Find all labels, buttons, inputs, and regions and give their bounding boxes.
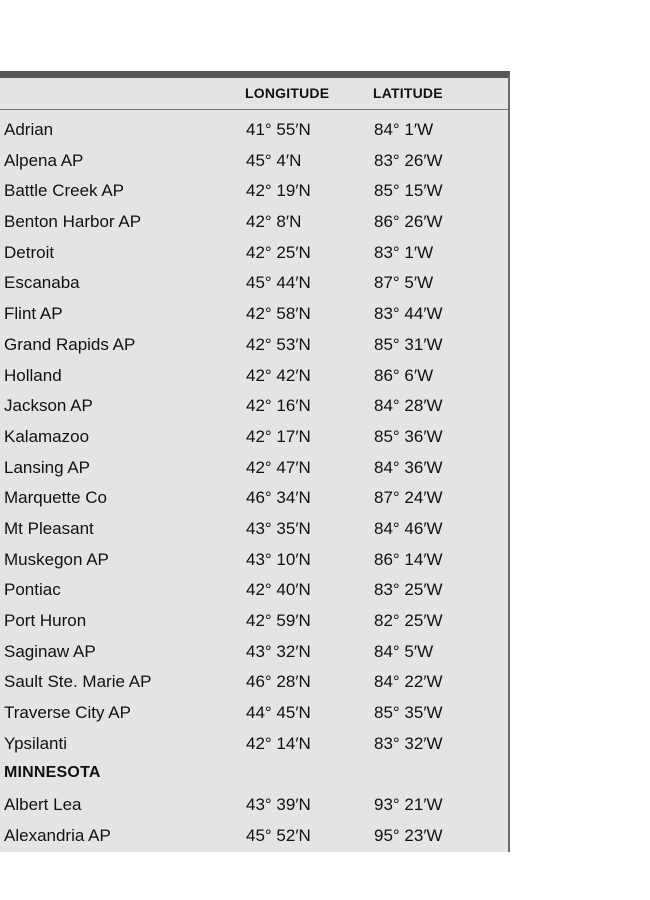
longitude-value: 42° 8′N (246, 212, 302, 232)
latitude-value: 85° 15′W (374, 181, 443, 201)
latitude-value: 83° 1′W (374, 242, 434, 262)
table-row (0, 151, 508, 182)
longitude-value: 42° 19′N (246, 181, 311, 201)
table-row (0, 611, 508, 642)
table-row (0, 519, 508, 550)
coordinates-table (0, 71, 510, 852)
longitude-value: 42° 47′N (246, 457, 311, 477)
table-body (0, 120, 508, 857)
station-name: Alexandria AP (4, 825, 111, 845)
table-row (0, 427, 508, 458)
longitude-value: 42° 14′N (246, 733, 311, 753)
longitude-value: 45° 44′N (246, 273, 311, 293)
latitude-value: 85° 35′W (374, 703, 443, 723)
table-row (0, 212, 508, 243)
table-row (0, 304, 508, 335)
latitude-value: 87° 5′W (374, 273, 434, 293)
latitude-value: 84° 1′W (374, 120, 434, 139)
section-header-row (0, 764, 508, 795)
longitude-value: 43° 39′N (246, 795, 311, 815)
table-row (0, 826, 508, 857)
latitude-value: 84° 46′W (374, 518, 443, 538)
station-name: Flint AP (4, 304, 63, 324)
longitude-value: 42° 59′N (246, 611, 311, 630)
longitude-value: 44° 45′N (246, 703, 311, 723)
latitude-header: LATITUDE (373, 85, 443, 101)
station-name: Sault Ste. Marie AP (4, 672, 152, 692)
station-name: Holland (4, 365, 62, 385)
longitude-value: 43° 35′N (246, 518, 311, 538)
latitude-value: 83° 44′W (374, 304, 443, 324)
table-row (0, 734, 508, 765)
station-name: Traverse City AP (4, 703, 131, 723)
table-row (0, 642, 508, 673)
longitude-value: 41° 55′N (246, 120, 311, 139)
station-name: Adrian (4, 120, 54, 139)
table-row (0, 120, 508, 151)
longitude-value: 42° 53′N (246, 334, 311, 354)
table-row (0, 366, 508, 397)
station-name: Alpena AP (4, 150, 84, 170)
station-name: Lansing AP (4, 457, 91, 477)
latitude-value: 83° 32′W (374, 733, 443, 753)
table-row (0, 243, 508, 274)
latitude-value: 83° 25′W (374, 580, 443, 600)
longitude-value: 43° 10′N (246, 549, 311, 569)
latitude-value: 84° 5′W (374, 641, 434, 661)
station-name: Kalamazoo (4, 426, 90, 446)
table-row (0, 335, 508, 366)
table-row (0, 550, 508, 581)
station-name: Ypsilanti (4, 733, 67, 753)
table-row (0, 181, 508, 212)
latitude-value: 82° 25′W (374, 611, 443, 630)
latitude-value: 85° 36′W (374, 426, 443, 446)
longitude-value: 46° 34′N (246, 488, 311, 508)
longitude-value: 42° 25′N (246, 242, 311, 262)
latitude-value: 84° 36′W (374, 457, 443, 477)
station-name: Battle Creek AP (4, 181, 125, 201)
latitude-value: 93° 21′W (374, 795, 443, 815)
table-row (0, 488, 508, 519)
latitude-value: 86° 14′W (374, 549, 443, 569)
latitude-value: 86° 6′W (374, 365, 434, 385)
table-row (0, 396, 508, 427)
longitude-value: 42° 16′N (246, 396, 311, 416)
station-name: Muskegon AP (4, 549, 109, 569)
station-name: Detroit (4, 242, 55, 262)
latitude-value: 84° 28′W (374, 396, 443, 416)
station-name: Benton Harbor AP (4, 212, 142, 232)
station-name: Escanaba (4, 273, 80, 293)
table-row (0, 795, 508, 826)
table-row (0, 580, 508, 611)
table-row (0, 703, 508, 734)
latitude-value: 87° 24′W (374, 488, 443, 508)
table-row (0, 672, 508, 703)
station-name: Jackson AP (4, 396, 93, 416)
longitude-value: 43° 32′N (246, 641, 311, 661)
station-name: Grand Rapids AP (4, 334, 136, 354)
longitude-value: 42° 17′N (246, 426, 311, 446)
latitude-value: 83° 26′W (374, 150, 443, 170)
latitude-value: 85° 31′W (374, 334, 443, 354)
longitude-header: LONGITUDE (245, 85, 330, 101)
station-name: Pontiac (4, 580, 61, 600)
longitude-value: 45° 52′N (246, 825, 311, 845)
latitude-value: 84° 22′W (374, 672, 443, 692)
longitude-value: 42° 40′N (246, 580, 311, 600)
station-name: Saginaw AP (4, 641, 96, 661)
table-header (0, 78, 508, 110)
table-row (0, 458, 508, 489)
station-name: Mt Pleasant (4, 518, 94, 538)
longitude-value: 42° 58′N (246, 304, 311, 324)
station-name: Albert Lea (4, 795, 82, 815)
station-name: Marquette Co (4, 488, 107, 508)
longitude-value: 46° 28′N (246, 672, 311, 692)
latitude-value: 86° 26′W (374, 212, 443, 232)
longitude-value: 42° 42′N (246, 365, 311, 385)
longitude-value: 45° 4′N (246, 150, 302, 170)
section-name: MINNESOTA (4, 764, 101, 782)
latitude-value: 95° 23′W (374, 825, 443, 845)
station-name: Port Huron (4, 611, 87, 630)
table-row (0, 273, 508, 304)
